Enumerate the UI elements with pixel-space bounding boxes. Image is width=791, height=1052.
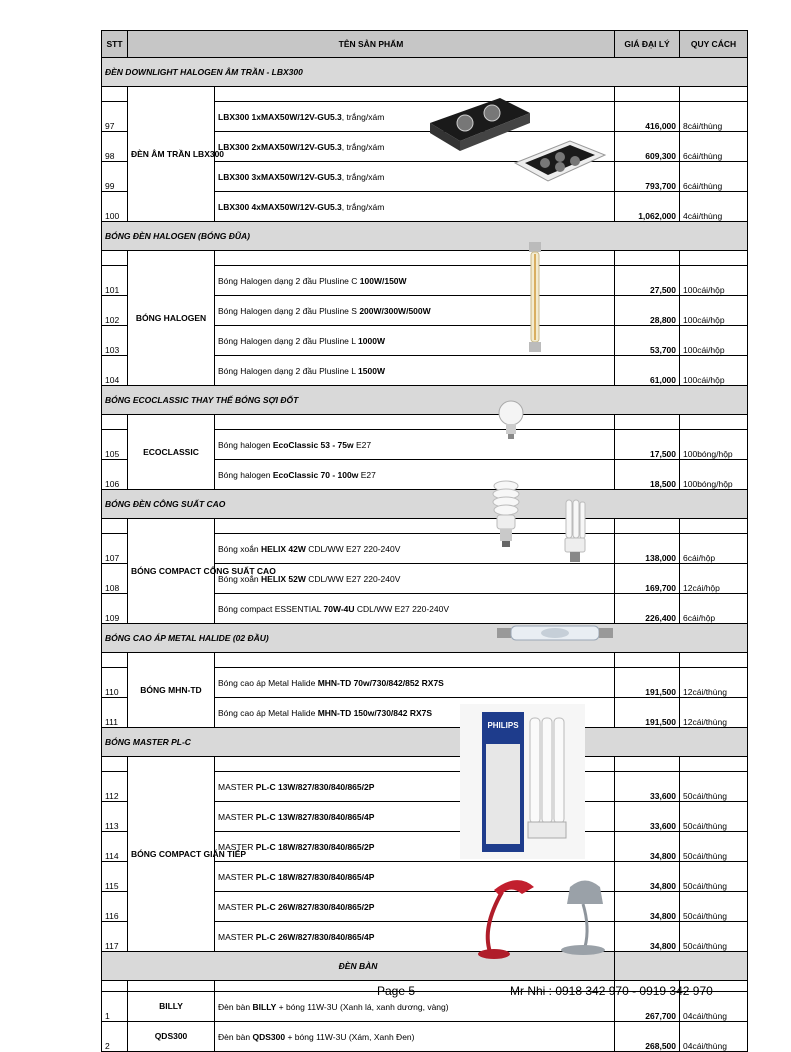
stt-cell: 101 bbox=[102, 266, 128, 296]
price-cell: 267,700 bbox=[615, 992, 680, 1022]
price-cell: 61,000 bbox=[615, 356, 680, 386]
stt-cell: 100 bbox=[102, 192, 128, 222]
packing-cell: 100cái/hộp bbox=[680, 356, 748, 386]
name-prefix: Bóng Halogen dạng 2 đầu Plusline L bbox=[218, 365, 359, 376]
name-prefix: Bóng Halogen dạng 2 đầu Plusline L bbox=[218, 335, 359, 346]
product-name bbox=[218, 172, 384, 182]
packing-cell: 50cái/thùng bbox=[680, 892, 748, 922]
packing-cell: 12cái/thùng bbox=[680, 698, 748, 728]
product-name bbox=[218, 782, 374, 792]
product-name-cell bbox=[215, 668, 615, 698]
price-cell: 416,000 bbox=[615, 102, 680, 132]
section-blank bbox=[615, 952, 748, 981]
spacer-cell bbox=[615, 519, 680, 534]
header-packing: QUY CÁCH bbox=[680, 31, 748, 58]
header-row bbox=[102, 31, 748, 58]
section-title: ĐÈN BÀN bbox=[102, 952, 615, 981]
product-name-cell bbox=[215, 564, 615, 594]
price-cell: 34,800 bbox=[615, 862, 680, 892]
name-model: HELIX 52W bbox=[261, 573, 306, 584]
name-suffix: E27 bbox=[353, 439, 372, 450]
price-cell: 169,700 bbox=[615, 564, 680, 594]
spacer-cell bbox=[615, 415, 680, 430]
section-title: BÓNG CAO ÁP METAL HALIDE (02 ĐẦU) bbox=[102, 624, 748, 653]
product-name bbox=[218, 336, 385, 346]
spacer-cell bbox=[128, 981, 215, 992]
header-dealer-price: GIÁ ĐẠI LÝ bbox=[615, 31, 680, 58]
name-suffix: , trắng/xám bbox=[341, 201, 385, 212]
name-model: HELIX 42W bbox=[261, 543, 306, 554]
name-model: EcoClassic 53 - 75w bbox=[272, 439, 354, 450]
product-name-cell bbox=[215, 534, 615, 564]
name-model: 1000W bbox=[358, 335, 385, 346]
name-suffix: , trắng/xám bbox=[341, 141, 385, 152]
price-cell: 28,800 bbox=[615, 296, 680, 326]
group-cell: BÓNG MHN-TD bbox=[128, 653, 215, 728]
section-header bbox=[102, 490, 748, 519]
spacer-cell bbox=[102, 87, 128, 102]
price-cell: 17,500 bbox=[615, 430, 680, 460]
product-name-cell bbox=[215, 460, 615, 490]
price-cell: 191,500 bbox=[615, 668, 680, 698]
stt-cell: 113 bbox=[102, 802, 128, 832]
name-suffix: + bóng 11W-3U (Xám, Xanh Đen) bbox=[285, 1031, 415, 1042]
section-header bbox=[102, 386, 748, 415]
product-name bbox=[218, 1032, 415, 1042]
name-model: 1500W bbox=[358, 365, 385, 376]
philips-plc-image bbox=[460, 704, 585, 859]
spacer-cell bbox=[615, 251, 680, 266]
spacer-cell bbox=[102, 653, 128, 668]
packing-cell: 8cái/thùng bbox=[680, 102, 748, 132]
header-stt: STT bbox=[102, 31, 128, 58]
packing-cell: 6cái/thùng bbox=[680, 162, 748, 192]
name-suffix: E27 bbox=[358, 469, 376, 480]
group-cell: QDS300 bbox=[128, 1022, 215, 1052]
name-prefix: MASTER bbox=[218, 811, 256, 822]
section-title: BÓNG ĐÈN HALOGEN (BÓNG ĐŨA) bbox=[102, 222, 748, 251]
packing-cell: 50cái/thùng bbox=[680, 922, 748, 952]
name-prefix: Bóng cao áp Metal Halide bbox=[218, 677, 318, 688]
name-suffix: + bóng 11W-3U (Xanh lá, xanh dương, vàng) bbox=[276, 1001, 449, 1012]
group-cell: BÓNG COMPACT GIÁN TIẾP bbox=[128, 757, 215, 952]
product-name bbox=[218, 872, 374, 882]
name-model: QDS300 bbox=[252, 1031, 286, 1042]
packing-cell: 12cái/thùng bbox=[680, 668, 748, 698]
stt-cell: 1 bbox=[102, 992, 128, 1022]
packing-cell: 50cái/thùng bbox=[680, 862, 748, 892]
product-name bbox=[218, 604, 449, 614]
product-name bbox=[218, 842, 374, 852]
stt-cell: 109 bbox=[102, 594, 128, 624]
name-suffix: CDL/WW E27 220-240V bbox=[354, 603, 450, 614]
name-model: 200W/300W/500W bbox=[359, 305, 431, 316]
product-name bbox=[218, 902, 374, 912]
philips-logo-text: PHILIPS bbox=[487, 721, 519, 730]
name-suffix: , trắng/xám bbox=[341, 171, 385, 182]
name-model: BILLY bbox=[252, 1001, 277, 1012]
section-title: BÓNG ECOCLASSIC THAY THẾ BÓNG SỢI ĐỐT bbox=[102, 386, 748, 415]
product-name bbox=[218, 812, 374, 822]
spacer-row bbox=[102, 415, 748, 430]
price-cell: 33,600 bbox=[615, 772, 680, 802]
stt-cell: 117 bbox=[102, 922, 128, 952]
stt-cell: 98 bbox=[102, 132, 128, 162]
packing-cell: 100bóng/hộp bbox=[680, 430, 748, 460]
ecoclassic-bulb-image bbox=[496, 398, 526, 443]
stt-cell: 102 bbox=[102, 296, 128, 326]
packing-cell: 50cái/thùng bbox=[680, 772, 748, 802]
spacer-cell bbox=[102, 519, 128, 534]
name-model: 70W-4U bbox=[323, 603, 355, 614]
group-cell: BÓNG COMPACT CÔNG SUẤT CAO bbox=[128, 519, 215, 624]
name-prefix: Bóng Halogen dạng 2 đầu Plusline S bbox=[218, 305, 360, 316]
packing-cell: 100cái/hộp bbox=[680, 266, 748, 296]
name-prefix: Đèn bàn bbox=[218, 1001, 253, 1012]
stt-cell: 108 bbox=[102, 564, 128, 594]
product-name bbox=[218, 366, 385, 376]
spacer-cell bbox=[102, 415, 128, 430]
spacer-cell bbox=[680, 87, 748, 102]
section-header bbox=[102, 728, 748, 757]
price-cell: 793,700 bbox=[615, 162, 680, 192]
name-prefix: Đèn bàn bbox=[218, 1031, 253, 1042]
stt-cell: 107 bbox=[102, 534, 128, 564]
packing-cell: 100bóng/hộp bbox=[680, 460, 748, 490]
stt-cell: 112 bbox=[102, 772, 128, 802]
name-prefix: MASTER bbox=[218, 781, 256, 792]
spacer-row bbox=[102, 251, 748, 266]
product-name bbox=[218, 708, 432, 718]
price-cell: 34,800 bbox=[615, 832, 680, 862]
name-suffix: CDL/WW E27 220-240V bbox=[305, 543, 401, 554]
stt-cell: 99 bbox=[102, 162, 128, 192]
price-cell: 1,062,000 bbox=[615, 192, 680, 222]
product-name bbox=[218, 470, 376, 480]
product-name bbox=[218, 276, 407, 286]
stt-cell: 105 bbox=[102, 430, 128, 460]
compact-4u-bulb-image bbox=[560, 498, 590, 568]
group-cell: BILLY bbox=[128, 992, 215, 1022]
stt-cell: 115 bbox=[102, 862, 128, 892]
spacer-cell bbox=[680, 519, 748, 534]
product-name bbox=[218, 306, 431, 316]
name-prefix: MASTER bbox=[218, 901, 256, 912]
billy-desk-lamp-image bbox=[472, 872, 542, 960]
name-model: PL-C 13W/827/830/840/865/2P bbox=[255, 781, 375, 792]
stt-cell: 114 bbox=[102, 832, 128, 862]
product-name bbox=[218, 932, 374, 942]
name-model: PL-C 18W/827/830/840/865/4P bbox=[255, 871, 375, 882]
price-cell: 138,000 bbox=[615, 534, 680, 564]
spacer-cell bbox=[102, 981, 128, 992]
spacer-cell bbox=[680, 653, 748, 668]
section-title: ĐÈN DOWNLIGHT HALOGEN ÂM TRẦN - LBX300 bbox=[102, 58, 748, 87]
spacer-cell bbox=[680, 757, 748, 772]
spacer-cell bbox=[680, 415, 748, 430]
name-prefix: MASTER bbox=[218, 931, 256, 942]
name-prefix: Bóng compact ESSENTIAL bbox=[218, 603, 324, 614]
product-name-cell bbox=[215, 356, 615, 386]
spacer-row bbox=[102, 653, 748, 668]
product-name bbox=[218, 574, 400, 584]
name-prefix: Bóng xoắn bbox=[218, 543, 262, 554]
packing-cell: 100cái/hộp bbox=[680, 296, 748, 326]
name-model: 100W/150W bbox=[359, 275, 407, 286]
price-cell: 191,500 bbox=[615, 698, 680, 728]
name-model: LBX300 2xMAX50W/12V-GU5.3 bbox=[218, 141, 342, 152]
packing-cell: 12cái/hộp bbox=[680, 564, 748, 594]
section-title: BÓNG MASTER PL-C bbox=[102, 728, 748, 757]
name-prefix: Bóng xoắn bbox=[218, 573, 262, 584]
price-cell: 268,500 bbox=[615, 1022, 680, 1052]
packing-cell: 6cái/thùng bbox=[680, 132, 748, 162]
price-cell: 34,800 bbox=[615, 922, 680, 952]
contact-info: Mr Nhi : 0918 342 970 - 0919 342 970 bbox=[510, 984, 713, 998]
price-cell: 27,500 bbox=[615, 266, 680, 296]
halogen-tube-image bbox=[515, 240, 555, 355]
section-header bbox=[102, 952, 748, 981]
qds300-desk-lamp-image bbox=[545, 872, 615, 957]
name-model: MHN-TD 70w/730/842/852 RX7S bbox=[317, 677, 444, 688]
name-prefix: MASTER bbox=[218, 871, 256, 882]
product-name-cell bbox=[215, 1022, 615, 1052]
product-name-cell bbox=[215, 430, 615, 460]
product-name bbox=[218, 112, 384, 122]
stt-cell: 103 bbox=[102, 326, 128, 356]
stt-cell: 110 bbox=[102, 668, 128, 698]
metal-halide-lamp-image bbox=[495, 618, 615, 648]
group-cell: ECOCLASSIC bbox=[128, 415, 215, 490]
price-cell: 34,800 bbox=[615, 892, 680, 922]
product-name bbox=[218, 544, 400, 554]
name-model: PL-C 26W/827/830/840/865/2P bbox=[255, 901, 375, 912]
price-cell: 53,700 bbox=[615, 326, 680, 356]
packing-cell: 6cái/hộp bbox=[680, 594, 748, 624]
downlight-image bbox=[420, 93, 610, 193]
name-model: LBX300 1xMAX50W/12V-GU5.3 bbox=[218, 111, 342, 122]
name-model: LBX300 4xMAX50W/12V-GU5.3 bbox=[218, 201, 342, 212]
stt-cell: 116 bbox=[102, 892, 128, 922]
price-cell: 18,500 bbox=[615, 460, 680, 490]
product-name bbox=[218, 1002, 449, 1012]
spacer-cell bbox=[615, 87, 680, 102]
product-name bbox=[218, 202, 384, 212]
price-cell: 33,600 bbox=[615, 802, 680, 832]
spacer-cell bbox=[215, 653, 615, 668]
stt-cell: 106 bbox=[102, 460, 128, 490]
product-name bbox=[218, 440, 371, 450]
packing-cell: 6cái/hộp bbox=[680, 534, 748, 564]
stt-cell: 111 bbox=[102, 698, 128, 728]
product-name-cell bbox=[215, 192, 615, 222]
section-header bbox=[102, 222, 748, 251]
stt-cell: 104 bbox=[102, 356, 128, 386]
group-cell: ĐÈN ÂM TRẦN LBX300 bbox=[128, 87, 215, 222]
name-prefix: Bóng cao áp Metal Halide bbox=[218, 707, 318, 718]
header-product-name: TÊN SẢN PHẨM bbox=[128, 31, 615, 58]
spacer-cell bbox=[615, 757, 680, 772]
product-name bbox=[218, 142, 384, 152]
section-header bbox=[102, 58, 748, 87]
spacer-cell bbox=[215, 519, 615, 534]
helix-bulb-image bbox=[486, 480, 526, 550]
stt-cell: 97 bbox=[102, 102, 128, 132]
price-cell: 226,400 bbox=[615, 594, 680, 624]
name-prefix: Bóng halogen bbox=[218, 439, 273, 450]
name-suffix: , trắng/xám bbox=[341, 111, 385, 122]
spacer-cell bbox=[102, 251, 128, 266]
spacer-row bbox=[102, 757, 748, 772]
name-model: PL-C 18W/827/830/840/865/2P bbox=[255, 841, 375, 852]
group-cell: BÓNG HALOGEN bbox=[128, 251, 215, 386]
product-row bbox=[102, 1022, 748, 1052]
stt-cell: 2 bbox=[102, 1022, 128, 1052]
page-number: Page 5 bbox=[377, 984, 416, 998]
name-model: EcoClassic 70 - 100w bbox=[272, 469, 359, 480]
spacer-cell bbox=[615, 653, 680, 668]
name-suffix: CDL/WW E27 220-240V bbox=[305, 573, 401, 584]
section-header bbox=[102, 624, 748, 653]
name-model: LBX300 3xMAX50W/12V-GU5.3 bbox=[218, 171, 342, 182]
name-model: PL-C 13W/827/830/840/865/4P bbox=[255, 811, 375, 822]
name-prefix: Bóng halogen bbox=[218, 469, 273, 480]
name-prefix: MASTER bbox=[218, 841, 256, 852]
packing-cell: 04cái/thùng bbox=[680, 1022, 748, 1052]
name-model: MHN-TD 150w/730/842 RX7S bbox=[317, 707, 433, 718]
spacer-cell bbox=[215, 415, 615, 430]
price-cell: 609,300 bbox=[615, 132, 680, 162]
spacer-cell bbox=[680, 251, 748, 266]
spacer-row bbox=[102, 519, 748, 534]
packing-cell: 50cái/thùng bbox=[680, 802, 748, 832]
product-name bbox=[218, 678, 444, 688]
spacer-cell bbox=[102, 757, 128, 772]
packing-cell: 4cái/thùng bbox=[680, 192, 748, 222]
name-prefix: Bóng Halogen dạng 2 đầu Plusline C bbox=[218, 275, 360, 286]
packing-cell: 100cái/hộp bbox=[680, 326, 748, 356]
packing-cell: 04cái/thùng bbox=[680, 992, 748, 1022]
section-title: BÓNG ĐÈN CÔNG SUẤT CAO bbox=[102, 490, 748, 519]
name-model: PL-C 26W/827/830/840/865/4P bbox=[255, 931, 375, 942]
packing-cell: 50cái/thùng bbox=[680, 832, 748, 862]
